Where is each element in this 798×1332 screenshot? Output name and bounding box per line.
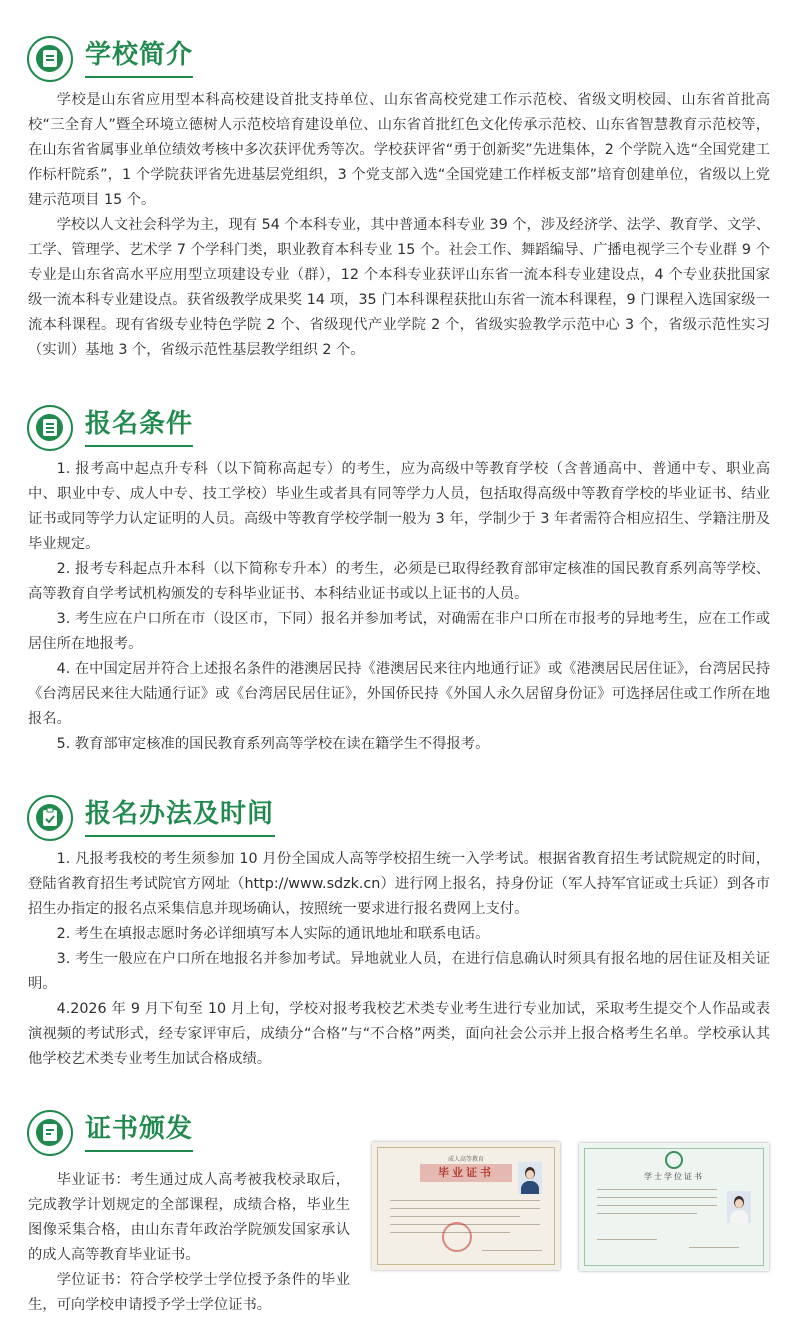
paragraph: 1. 报考高中起点升专科（以下简称高起专）的考生，应为高级中等教育学校（含普通高中、普通中专、职业高中、职业中专、成人中专、技工学校）毕业生或者具有同等学力人员，包括取得高级中等教育学校的毕业证书、结业证书或同等学力认定证明的人员。高级中等教育学校学制一般为 3 年，学制少于 3 年者需符合相应招生、学籍注册及毕业规定。 <box>28 461 770 552</box>
photo-icon <box>727 1191 751 1223</box>
section-title: 证书颁发 <box>85 1114 194 1144</box>
paragraph: 2. 考生在填报志愿时务必详细填写本人实际的通讯地址和联系电话。 <box>56 926 490 942</box>
diploma-header: 成人高等教育 <box>447 1156 484 1163</box>
paragraph: 4. 在中国定居并符合上述报名条件的港澳居民持《港澳居民来往内地通行证》或《港澳居民居住证》，台湾居民持《台湾居民来往大陆通行证》或《台湾居民居住证》，外国侨民持《外国人永久居留身份证》可选择居住或工作所在地报名。 <box>28 661 770 727</box>
certificate-text <box>28 1168 350 1318</box>
degree-image <box>579 1143 769 1271</box>
section-body <box>28 847 770 1072</box>
photo-icon <box>518 1162 542 1194</box>
section-methods <box>0 795 798 1072</box>
clipboard-icon <box>27 795 73 841</box>
section-title: 报名条件 <box>85 409 194 439</box>
title-underline <box>85 835 275 837</box>
paragraph: 学位证书：符合学校学士学位授予条件的毕业生，可向学校申请授予学士学位证书。 <box>28 1272 350 1313</box>
section-header <box>27 405 798 457</box>
emblem-icon <box>665 1151 683 1169</box>
paragraph: 学校以人文社会科学为主，现有 54 个本科专业，其中普通本科专业 39 个，涉及经济学、法学、教育学、文学、工学、管理学、艺术学 7 个学科门类，职业教育本科专业 15 个。社会工作、舞蹈编导、广播电视学三个专业群 9 个专业是山东省高水平应用型立项建设专业（群），12 个本科专业获评山东省一流本科专业建设点，4 个专业获批国家级一流本科专业建设点。获省级教学成果奖 14 项，35 门本科课程获批山东省一流本科课程，9 门课程入选国家级一流本科课程。现有省级专业特色学院 2 个、省级现代产业学院 2 个，省级实验教学示范中心 3 个，省级示范性实习（实训）基地 3 个，省级示范性基层教学组织 2 个。 <box>28 217 770 358</box>
document-icon <box>27 36 73 82</box>
section-header <box>27 795 798 847</box>
seal-icon <box>442 1222 472 1252</box>
section-conditions <box>0 405 798 757</box>
section-title: 报名办法及时间 <box>85 799 275 829</box>
section-title: 学校简介 <box>85 40 194 70</box>
section-intro <box>0 36 798 363</box>
section-header <box>27 36 798 88</box>
paragraph: 5. 教育部审定核准的国民教育系列高等学校在读在籍学生不得报考。 <box>56 736 490 752</box>
paragraph: 学校是山东省应用型本科高校建设首批支持单位、山东省高校党建工作示范校、省级文明校园、山东省首批高校“三全育人”暨全环境立德树人示范校培育建设单位、山东省首批红色文化传承示范校、山东省智慧教育示范校等，在山东省省属事业单位绩效考核中多次获评优秀等次。学校获评省“勇于创新奖”先进集体，2 个学院入选“全国党建工作标杆院系”，1 个学院获评省先进基层党组织，3 个党支部入选“全国党建工作样板支部”培育创建单位，省级以上党建示范项目 15 个。 <box>28 92 770 208</box>
paragraph: 毕业证书：考生通过成人高考被我校录取后，完成教学计划规定的全部课程，成绩合格，毕业生图像采集合格，由山东青年政治学院颁发国家承认的成人高等教育毕业证书。 <box>28 1172 350 1263</box>
diploma-banner: 毕业证书 <box>420 1164 512 1182</box>
degree-banner: 学士学位证书 <box>644 1172 704 1181</box>
section-body <box>28 88 770 363</box>
title-underline <box>85 445 193 447</box>
paragraph: 1. 凡报考我校的考生须参加 10 月份全国成人高等学校招生统一入学考试。根据省教育招生考试院规定的时间，登陆省教育招生考试院官方网址（http://www.sdzk.cn）进行网上报名，持身份证（军人持军官证或士兵证）到各市招生办指定的报名点采集信息并现场确认，按照统一要求进行报名费网上支付。 <box>28 851 770 917</box>
section-body <box>28 457 770 757</box>
title-underline <box>85 1150 193 1152</box>
paragraph: 3. 考生应在户口所在市（设区市，下同）报名并参加考试，对确需在非户口所在市报考的异地考生，应在工作或居住所在地报考。 <box>28 611 770 652</box>
certificate-icon <box>27 1110 73 1156</box>
list-icon <box>27 405 73 451</box>
title-underline <box>85 76 193 78</box>
diploma-image <box>372 1142 560 1270</box>
paragraph: 4.2026 年 9 月下旬至 10 月上旬，学校对报考我校艺术类专业考生进行专业加试，采取考生提交个人作品或表演视频的考试形式，经专家评审后，成绩分“合格”与“不合格”两类，面向社会公示并上报合格考生名单。学校承认其他学校艺术类专业考生加试合格成绩。 <box>28 1001 770 1067</box>
paragraph: 3. 考生一般应在户口所在地报名并参加考试。异地就业人员，在进行信息确认时须具有报名地的居住证及相关证明。 <box>28 951 770 992</box>
paragraph: 2. 报考专科起点升本科（以下简称专升本）的考生，必须是已取得经教育部审定核准的国民教育系列高等学校、高等教育自学考试机构颁发的专科毕业证书、本科结业证书或以上证书的人员。 <box>28 561 770 602</box>
